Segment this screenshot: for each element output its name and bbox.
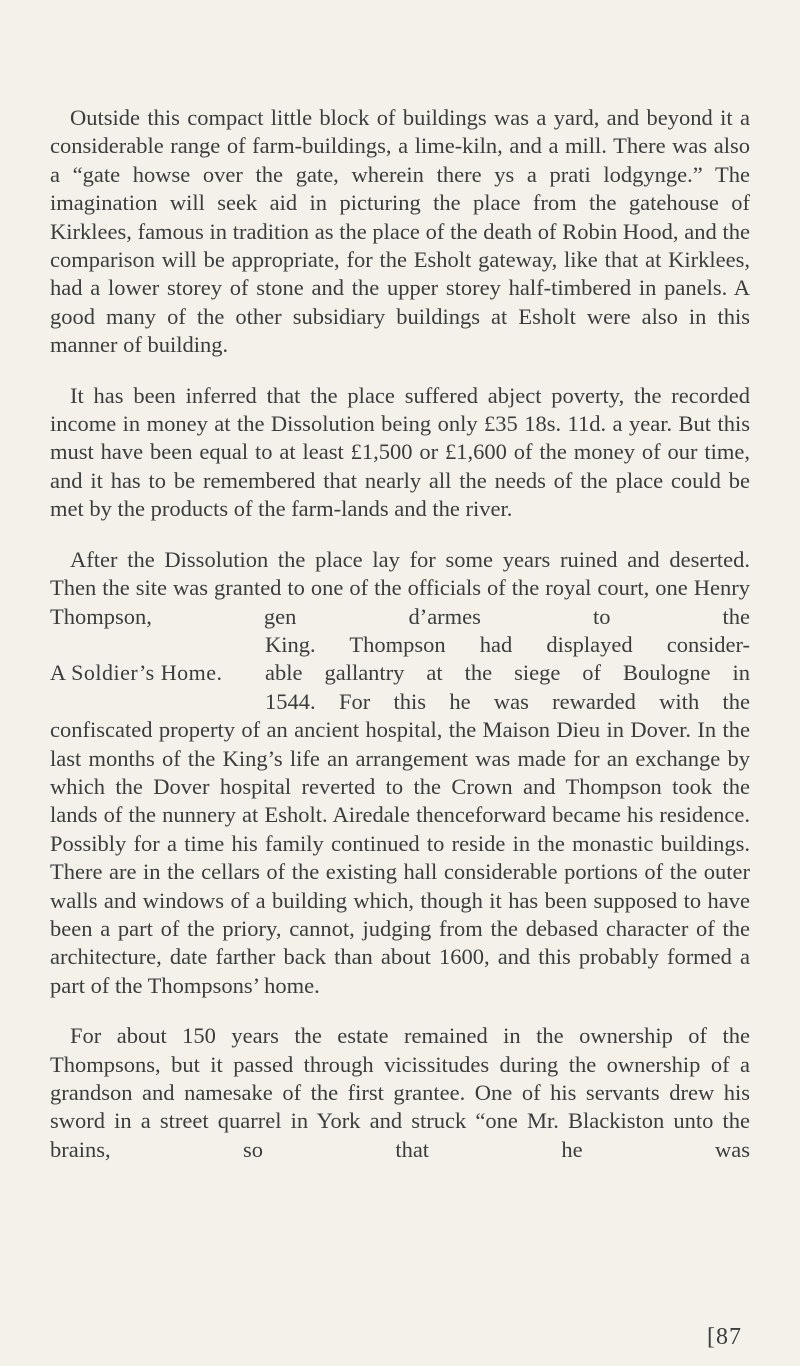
- book-page: [50, 104, 750, 1164]
- margin-note: [50, 631, 265, 688]
- side-line-3: 1544. For this he was rewarded with the: [265, 688, 750, 714]
- paragraph-dissolution: [50, 546, 750, 1001]
- margin-note-text: A Soldier’s Home.: [50, 660, 223, 686]
- side-line-1: King. Thompson had displayed consider-: [265, 631, 750, 657]
- paragraph-ownership: For about 150 years the estate remained in the ownership of the Thompsons, but it passed through vicissitudes during the ownership of a grandson and namesake of the first grantee. One of his servants drew his sword in a street quarrel in York and struck “one Mr. Blackiston unto the brains, so that he was: [50, 1023, 750, 1162]
- page-number-catchword: [87: [707, 1324, 742, 1350]
- paragraph-gatehouse: Outside this compact little block of buildings was a yard, and beyond it a considerable range of farm-buildings, a lime-kiln, and a mill. There was also a “gate howse over the gate, wherein there ys a prati lodgynge.” The imagination will seek aid in picturing the place from the gatehouse of Kirklees, famous in tradition as the place of the death of Robin Hood, and the comparison will be appropriate, for the Esholt gateway, like that at Kirklees, had a lower storey of stone and the upper storey half-timbered in panels. A good many of the other subsidiary buildings at Esholt were also in this manner of building.: [50, 105, 750, 358]
- paragraph-poverty: It has been inferred that the place suffered abject poverty, the recorded income in money at the Dissolution being only £35 18s. 11d. a year. But this must have been equal to at least £1,500 or £1,600 of the money of our time, and it has to be remembered that nearly all the needs of the place could be met by the products of the farm-lands and the river.: [50, 382, 750, 522]
- dissolution-opening: After the Dissolution the place lay for some years ruined and deserted. Then the site was granted to one of the officials of the royal court, one Henry Thompson, gen d’armes to the: [50, 546, 750, 629]
- side-line-2: able gallantry at the siege of Boulogne in: [265, 660, 750, 686]
- dissolution-closing: confiscated property of an ancient hospital, the Maison Dieu in Dover. In the last months of the King’s life an arrangement was made for an exchange by which the Dover hospital reverted to the Crown and Thompson took the lands of the nunnery at Esholt. Airedale thenceforward became his residence. Possibly for a time his family continued to reside in the monastic buildings. There are in the cellars of the existing hall considerable portions of the outer walls and windows of a building which, though it has been supposed to have been a part of the priory, cannot, judging from the debased character of the architecture, date farther back than about 1600, and this probably formed a part of the Thompsons’ home.: [50, 717, 750, 998]
- margin-note-block: [50, 631, 750, 716]
- margin-side-text: [265, 631, 750, 716]
- margin-note-spacer: [50, 631, 265, 659]
